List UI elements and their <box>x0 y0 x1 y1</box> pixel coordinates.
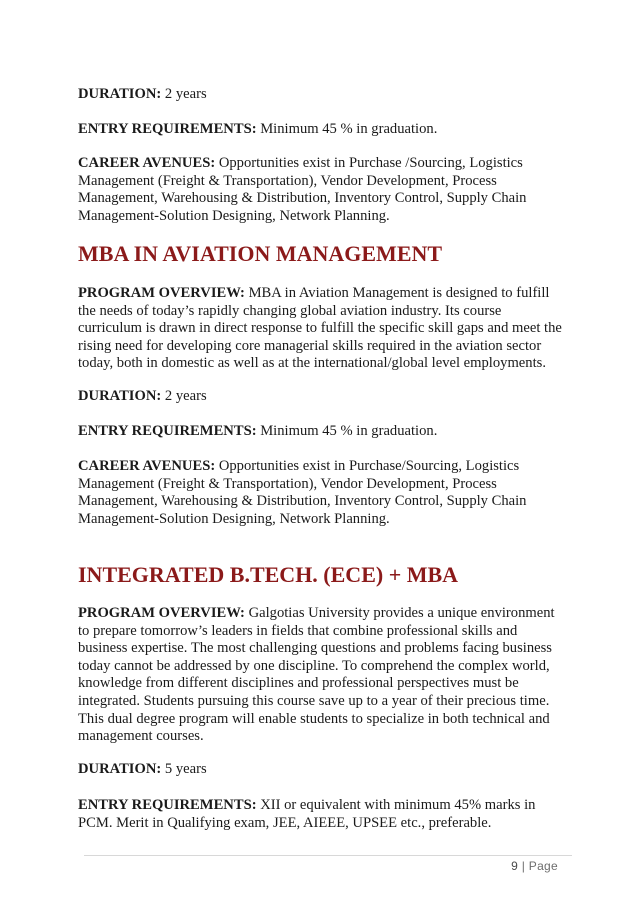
text-line: This dual degree program will enable students to specialize in both technical and <box>78 710 550 727</box>
page-footer <box>511 859 558 873</box>
text-line: Management-Solution Designing, Network Planning. <box>78 510 390 527</box>
text-line: curriculum is drawn in direct response to fulfill the specific skill gaps and meet the <box>78 320 562 337</box>
text-line: today, both in domestic as well as at the international/global level employments. <box>78 355 546 372</box>
entry-requirements-paragraph <box>78 121 437 139</box>
text-line: Management (Freight & Transportation), Vendor Development, Process <box>78 475 497 492</box>
aviation-entry-paragraph <box>78 423 437 441</box>
text-line: integrated. Students pursuing this course save up to a year of their precious time. <box>78 692 550 709</box>
entry-requirements-label: ENTRY REQUIREMENTS: <box>78 121 257 137</box>
entry-requirements-value: Minimum 45 % in graduation. <box>256 423 438 439</box>
duration-value: 2 years <box>161 86 207 102</box>
integrated-duration-paragraph <box>78 761 207 779</box>
duration-label: DURATION: <box>78 86 162 102</box>
text-line: Management-Solution Designing, Network Planning. <box>78 207 390 224</box>
text-line: rising need for developing core managerial skills required in the aviation sector <box>78 337 542 354</box>
career-avenues-label: CAREER AVENUES: <box>78 458 216 474</box>
duration-value: 5 years <box>161 761 207 777</box>
career-avenues-label: CAREER AVENUES: <box>78 155 216 171</box>
text-line: Management, Warehousing & Distribution, Inventory Control, Supply Chain <box>78 190 527 207</box>
section-heading-integrated: INTEGRATED B.TECH. (ECE) + MBA <box>78 562 459 587</box>
text-line: PCM. Merit in Qualifying exam, JEE, AIEEE, UPSEE etc., preferable. <box>78 814 492 831</box>
text-line: Management, Warehousing & Distribution, Inventory Control, Supply Chain <box>78 493 527 510</box>
text-line: Management (Freight & Transportation), Vendor Development, Process <box>78 172 497 189</box>
duration-paragraph <box>78 86 207 104</box>
text-line: the needs of today’s rapidly changing global aviation industry. Its course <box>78 302 502 319</box>
text-line: management courses. <box>78 728 204 745</box>
integrated-overview-paragraph <box>78 605 555 746</box>
footer-divider <box>84 855 572 856</box>
entry-requirements-label: ENTRY REQUIREMENTS: <box>78 797 257 813</box>
page-number: 9 <box>511 859 519 873</box>
page-label: Page <box>528 859 558 873</box>
integrated-entry-paragraph <box>78 797 535 832</box>
footer-separator: | <box>518 859 529 873</box>
program-overview-label: PROGRAM OVERVIEW: <box>78 285 245 301</box>
text-line: PROGRAM OVERVIEW: MBA in Aviation Management is designed to fulfill <box>78 285 550 301</box>
text-line: ENTRY REQUIREMENTS: XII or equivalent with minimum 45% marks in <box>78 797 536 813</box>
section-heading-aviation: MBA IN AVIATION MANAGEMENT <box>78 241 443 266</box>
text-line: knowledge from different disciplines and professional perspectives must be <box>78 675 519 692</box>
text-line: business expertise. The most challenging questions and problems facing business <box>78 640 552 657</box>
duration-label: DURATION: <box>78 761 162 777</box>
aviation-duration-paragraph <box>78 388 207 406</box>
aviation-career-paragraph <box>78 458 526 528</box>
entry-requirements-label: ENTRY REQUIREMENTS: <box>78 423 257 439</box>
entry-requirements-value: Minimum 45 % in graduation. <box>256 121 438 137</box>
aviation-overview-paragraph <box>78 285 562 373</box>
text-line: to prepare tomorrow’s leaders in fields that combine professional skills and <box>78 622 518 639</box>
duration-label: DURATION: <box>78 388 162 404</box>
program-overview-label: PROGRAM OVERVIEW: <box>78 605 245 621</box>
duration-value: 2 years <box>161 388 207 404</box>
career-avenues-paragraph <box>78 155 526 225</box>
text-line: today cannot be addressed by one discipline. To comprehend the complex world, <box>78 657 550 674</box>
text-line: PROGRAM OVERVIEW: Galgotias University provides a unique environment <box>78 605 555 621</box>
text-line: CAREER AVENUES: Opportunities exist in Purchase /Sourcing, Logistics <box>78 155 523 171</box>
text-line: CAREER AVENUES: Opportunities exist in Purchase/Sourcing, Logistics <box>78 458 520 474</box>
